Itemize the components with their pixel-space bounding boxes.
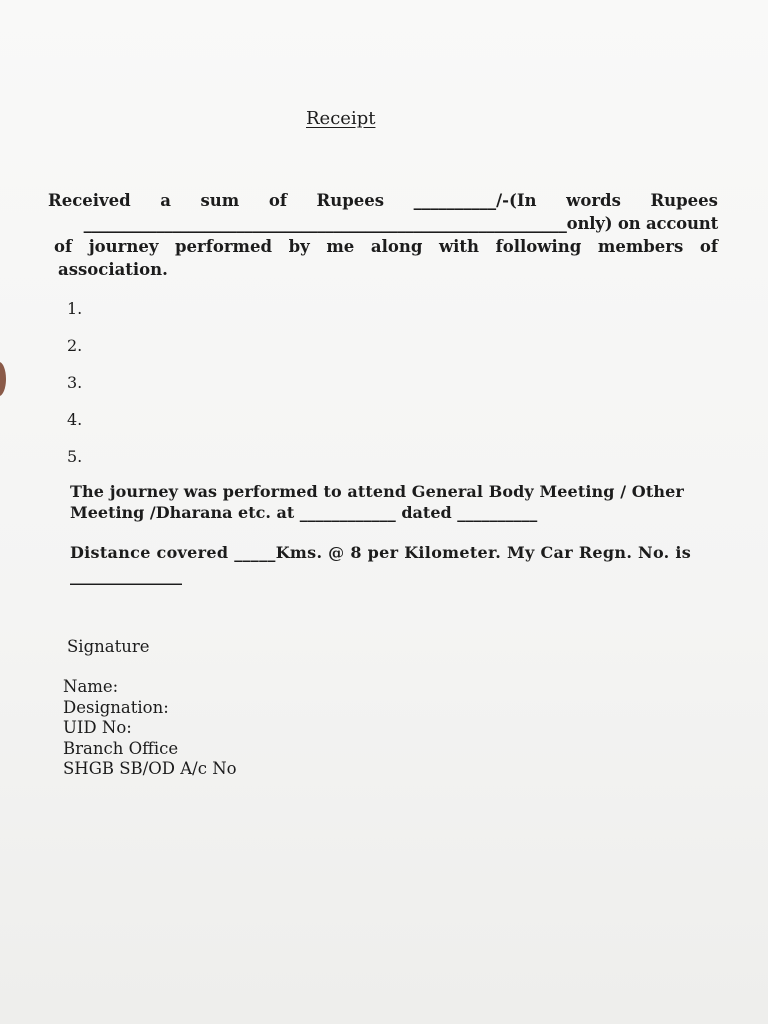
receipt-title: Receipt bbox=[306, 108, 376, 129]
word: journey bbox=[88, 237, 159, 256]
members-list bbox=[67, 298, 82, 483]
paragraph-line-1 bbox=[48, 189, 718, 212]
member-item: 4. bbox=[67, 410, 83, 429]
receipt-paragraph bbox=[48, 189, 718, 281]
word: of bbox=[54, 237, 73, 256]
branch-office-label: Branch Office bbox=[63, 738, 179, 758]
word: Received bbox=[48, 191, 131, 210]
designation-label: Designation: bbox=[63, 697, 169, 717]
paragraph-line-4: association. bbox=[58, 260, 168, 279]
journey-purpose-line-2: Meeting /Dharana etc. at ____________ dated __________ bbox=[70, 503, 538, 522]
journey-purpose-paragraph bbox=[70, 481, 710, 523]
uid-label: UID No: bbox=[63, 718, 132, 737]
signature-label: Signature bbox=[67, 637, 150, 656]
page-edge-mark bbox=[0, 362, 6, 396]
member-item: 5. bbox=[67, 447, 83, 466]
paragraph-line-3 bbox=[48, 235, 718, 258]
amount-blank: __________/-(In bbox=[413, 191, 537, 210]
word: by bbox=[288, 237, 310, 256]
word: performed bbox=[175, 237, 273, 256]
car-regn-blank: ______________ bbox=[70, 566, 182, 585]
word: following bbox=[495, 237, 582, 256]
distance-paragraph bbox=[70, 541, 710, 587]
word: of bbox=[268, 191, 287, 210]
word: a bbox=[160, 191, 171, 210]
word: sum bbox=[200, 191, 240, 210]
member-item: 1. bbox=[67, 299, 83, 318]
word: me bbox=[326, 237, 355, 256]
amount-in-words-blank: ____________________________________________________________only) on account bbox=[83, 214, 718, 233]
word: of bbox=[699, 237, 718, 256]
name-label: Name: bbox=[63, 677, 119, 696]
signatory-details bbox=[63, 677, 237, 780]
account-number-label: SHGB SB/OD A/c No bbox=[63, 759, 237, 778]
distance-line-1: Distance covered _____Kms. @ 8 per Kilometer. My Car Regn. No. is bbox=[70, 543, 692, 562]
word: words bbox=[566, 191, 621, 210]
member-item: 3. bbox=[67, 373, 83, 392]
word: with bbox=[438, 237, 480, 256]
word: members bbox=[597, 237, 684, 256]
member-item: 2. bbox=[67, 336, 83, 355]
word: Rupees bbox=[316, 191, 385, 210]
word: along bbox=[370, 237, 423, 256]
journey-purpose-line-1: The journey was performed to attend General Body Meeting / Other bbox=[70, 482, 684, 501]
word: Rupees bbox=[650, 191, 718, 210]
